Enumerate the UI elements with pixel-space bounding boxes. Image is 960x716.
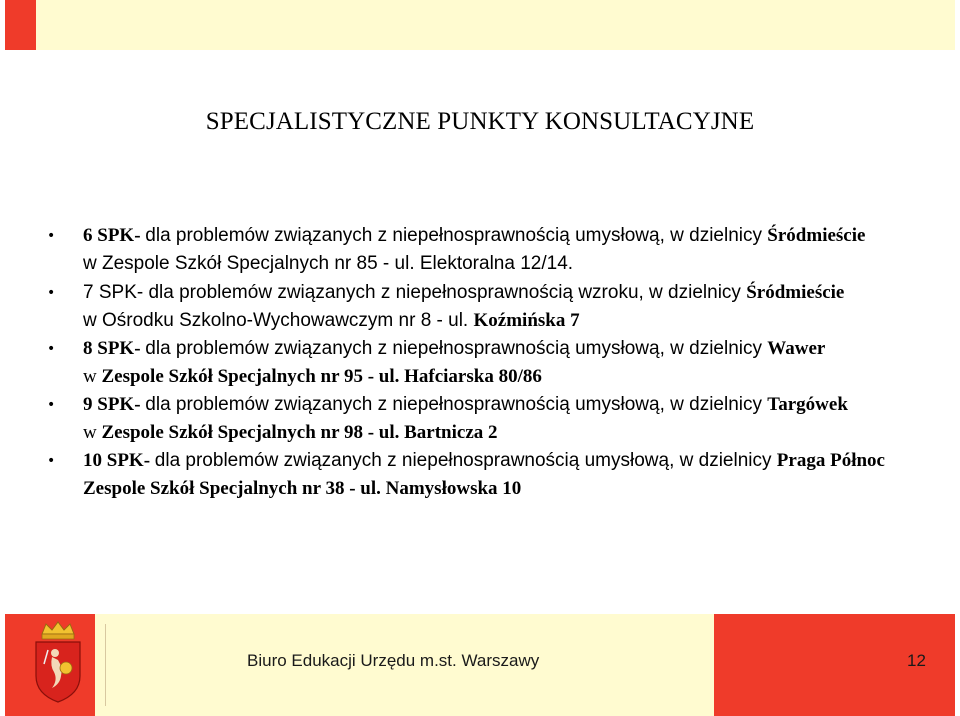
- item-line-2: [83, 475, 885, 503]
- item-text-segment: Wawer: [767, 338, 826, 359]
- bullet-icon: •: [47, 453, 56, 469]
- item-line-1: [83, 222, 865, 250]
- item-text-segment: Zespole Szkół Specjalnych nr 95 - ul. Hafciarska 80/86: [101, 366, 542, 387]
- item-text-segment: Koźmińska 7: [473, 310, 580, 331]
- item-text-segment: 8 SPK-: [83, 338, 146, 359]
- item-text-segment: dla problemów związanych z niepełnosprawnością umysłową, w dzielnicy: [154, 450, 777, 471]
- footer-divider: [105, 624, 106, 706]
- item-text-segment: dla problemów związanych z niepełnosprawnością wzroku, w dzielnicy: [148, 282, 747, 303]
- bullet-icon: •: [47, 285, 56, 301]
- item-text-segment: dla problemów związanych z niepełnosprawnością umysłową, w dzielnicy: [145, 394, 768, 415]
- footer-office-name: Biuro Edukacji Urzędu m.st. Warszawy: [247, 651, 540, 670]
- list-item: [47, 447, 885, 503]
- item-text-segment: 9 SPK-: [83, 394, 146, 415]
- item-line-2: [83, 307, 844, 335]
- bullet-icon: •: [47, 397, 56, 413]
- item-text-segment: dla problemów związanych z niepełnosprawnością umysłową, w dzielnicy: [145, 338, 768, 359]
- page-number: 12: [907, 651, 926, 670]
- item-text-segment: Zespole Szkół Specjalnych nr 38 - ul. Namysłowska 10: [83, 478, 522, 499]
- item-line-1: [83, 391, 848, 419]
- item-text-segment: w: [83, 422, 102, 443]
- item-text-segment: w: [83, 366, 102, 387]
- slide-title: SPECJALISTYCZNE PUNKTY KONSULTACYJNE: [205, 108, 755, 135]
- item-text-segment: Targówek: [767, 394, 848, 415]
- list-item: [47, 279, 845, 335]
- item-text-segment: w Zespole Szkół Specjalnych nr 85 - ul. Elektoralna 12/14.: [83, 253, 574, 274]
- header-red-accent: [5, 0, 36, 50]
- bullet-icon: •: [47, 341, 56, 357]
- item-text-segment: Śródmieście: [746, 282, 845, 303]
- item-text-segment: Ośrodku Szkolno-Wychowawczym nr 8 - ul.: [102, 310, 474, 331]
- warsaw-coat-of-arms-icon: [28, 620, 88, 706]
- item-line-1: [83, 335, 825, 363]
- item-text-segment: 6 SPK-: [83, 225, 146, 246]
- item-text-segment: 7 SPK-: [83, 282, 149, 303]
- item-text-segment: 10 SPK-: [83, 450, 155, 471]
- header-band: [5, 0, 955, 50]
- bullet-icon: •: [47, 228, 56, 244]
- list-item: [47, 222, 866, 278]
- item-line-2: [83, 363, 825, 391]
- item-text-segment: Śródmieście: [767, 225, 866, 246]
- item-line-2: [83, 250, 865, 278]
- item-line-1: [83, 447, 885, 475]
- item-line-1: [83, 279, 844, 307]
- item-text-segment: w: [83, 310, 102, 331]
- item-text-segment: dla problemów związanych z niepełnosprawnością umysłową, w dzielnicy: [145, 225, 768, 246]
- list-item: [47, 391, 848, 447]
- list-item: [47, 335, 826, 391]
- item-text-segment: Praga Północ: [776, 450, 885, 471]
- item-line-2: [83, 419, 848, 447]
- item-text-segment: Zespole Szkół Specjalnych nr 98 - ul. Bartnicza 2: [101, 422, 498, 443]
